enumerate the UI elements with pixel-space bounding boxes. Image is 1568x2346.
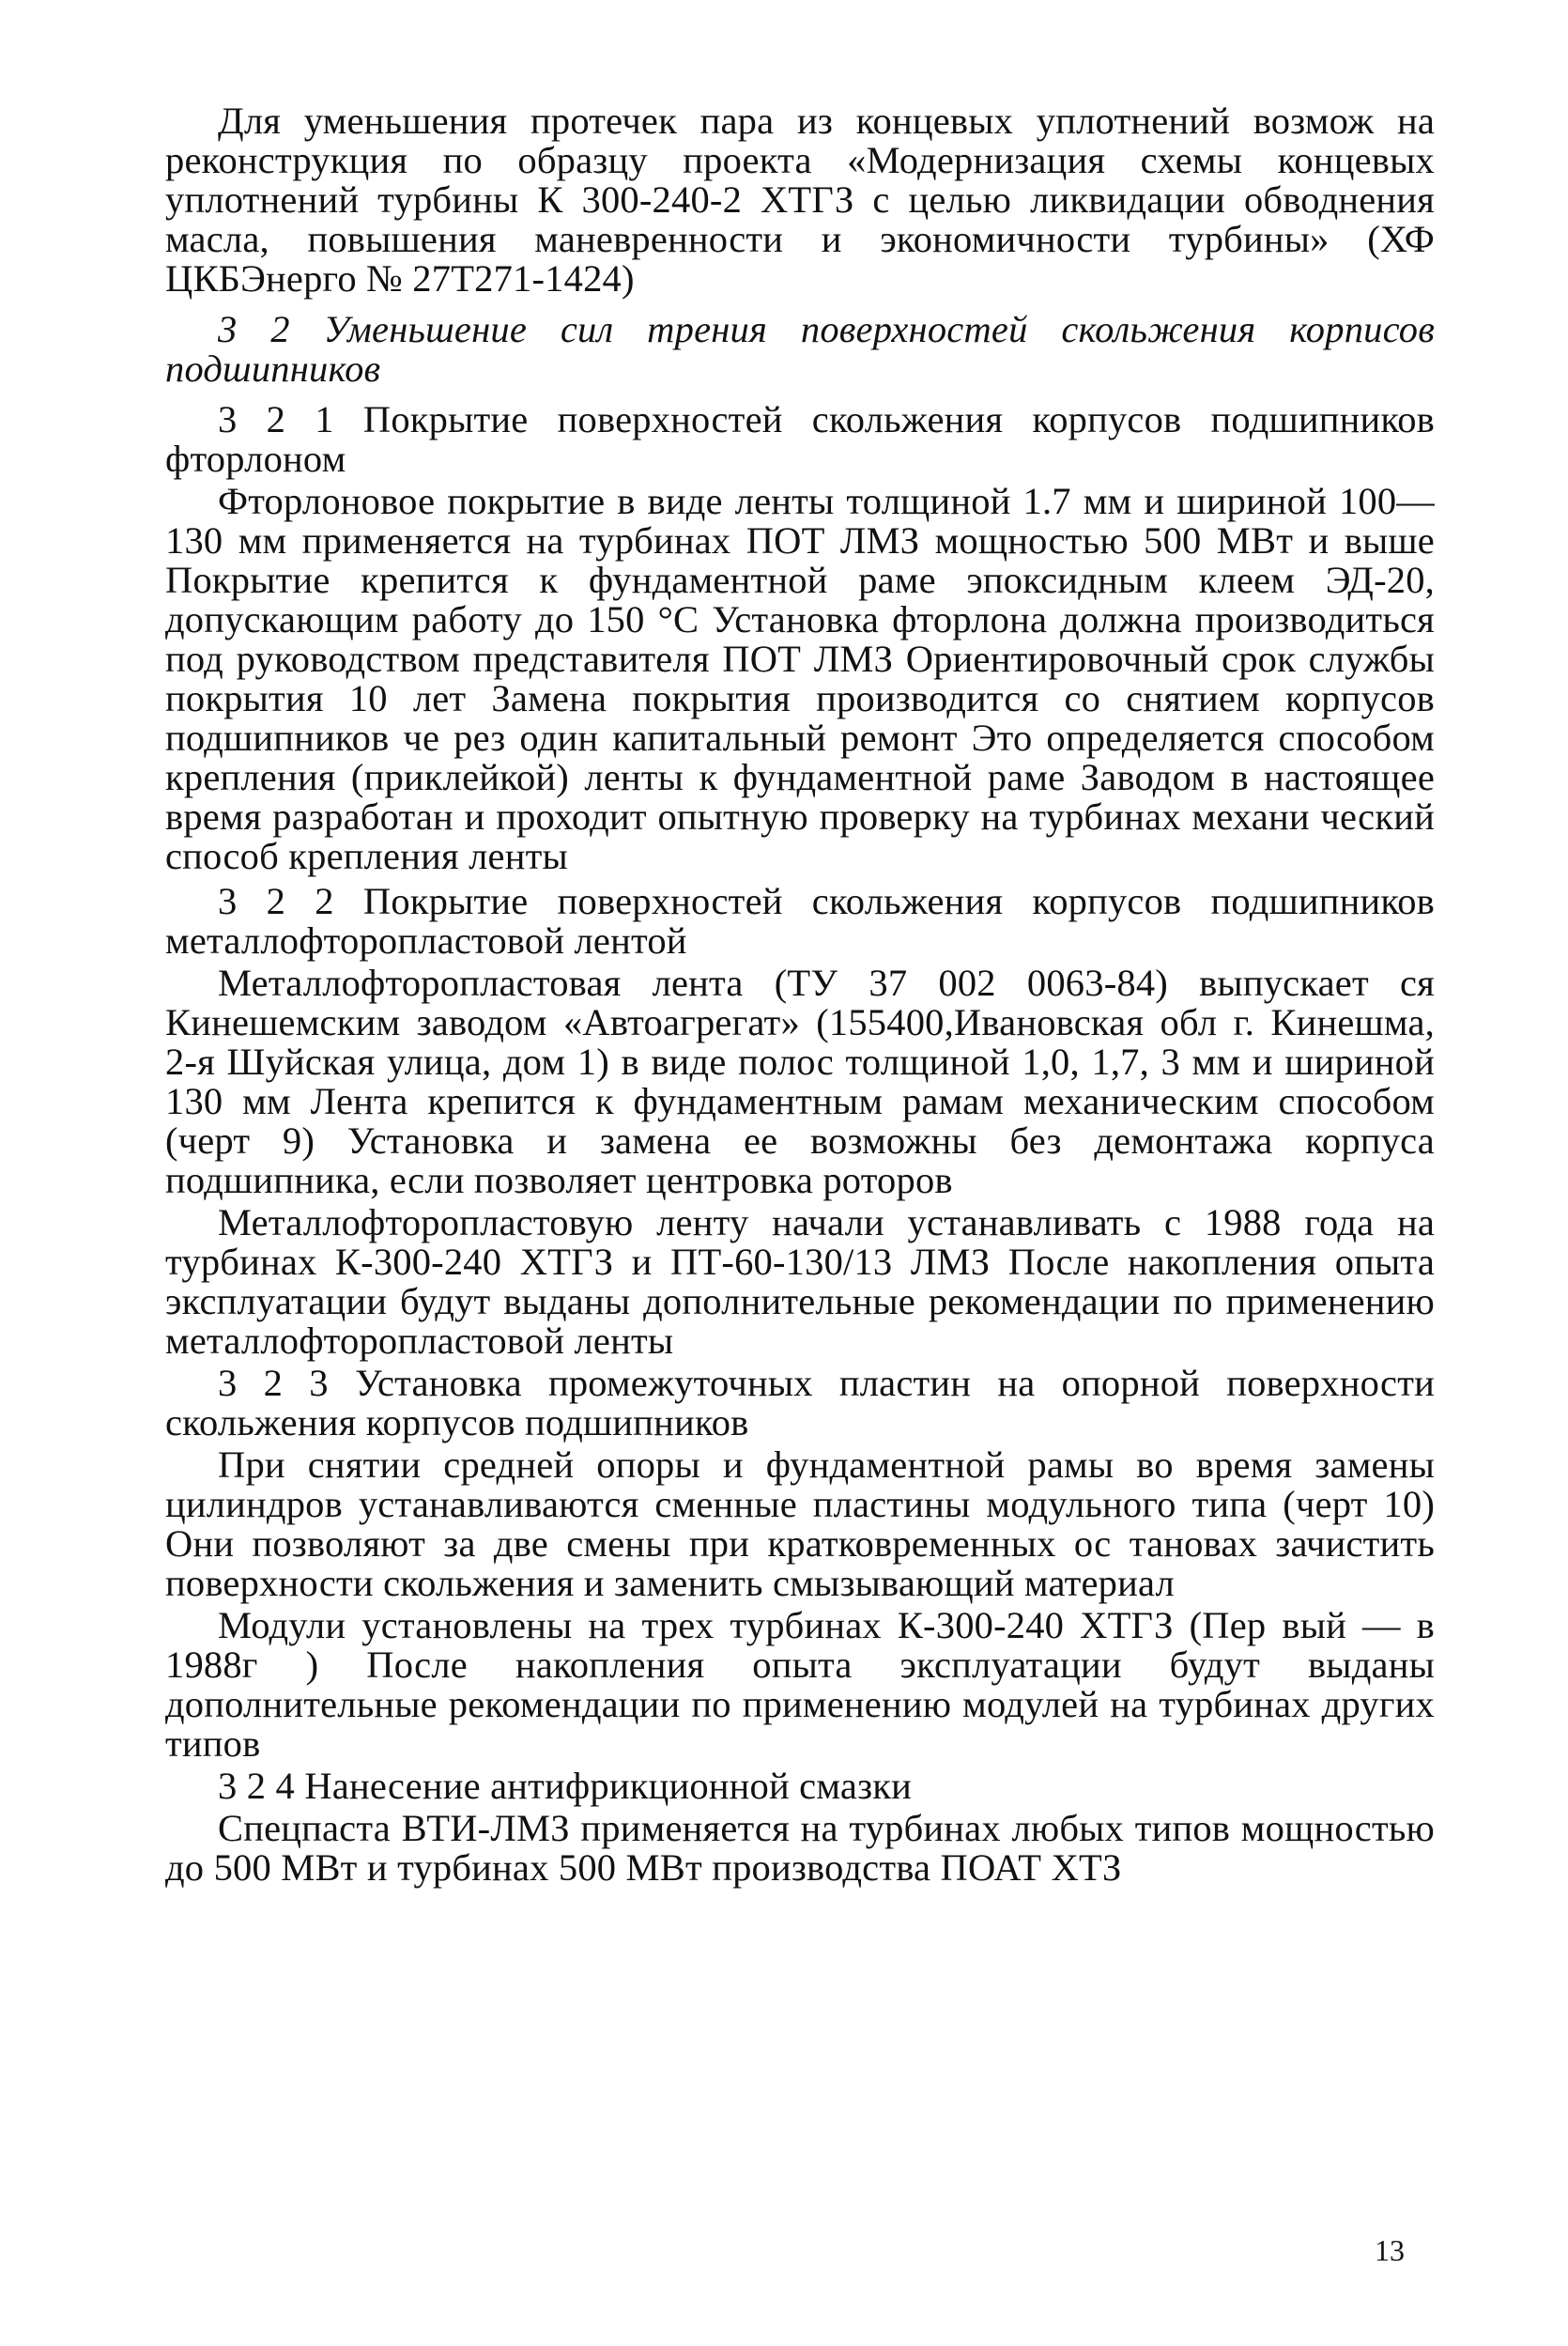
paragraph-metal-fluoroplastic-tape: Металлофторопластовая лента (ТУ 37 002 0063-84) выпускает ся Кинешемским заводом «Автоагрегат» (155400,Ивановская обл г. Кинешма, 2-я Шуйская улица, дом 1) в виде полос толщиной 1,0, 1,7, 3 мм и шириной 130 мм Лента крепится к фундаментным рамам механическим способом (черт 9) Установка и замена ее возможны без демонтажа корпуса подшипника, если позволяет центровка роторов [165, 962, 1435, 1201]
subsection-heading-3-2-4: 3 2 4 Нанесение антифрикционной смазки [218, 1765, 913, 1807]
subsection-heading-3-2-1: 3 2 1 Покрытие поверхностей скольжения корпусов подшипников фторлоном [165, 398, 1435, 480]
paragraph-tape-installation-1988: Металлофторопластовую ленту начали устанавливать с 1988 года на турбинах К-300-240 ХТГЗ и ПТ-60-130/13 ЛМЗ После накопления опыта эксплуатации будут выданы дополнительные рекомендации по применению металлофторопластовой ленты [165, 1201, 1435, 1362]
subsection-heading-3-2-3: 3 2 3 Установка промежуточных пластин на опорной поверхности скольжения корпусов подшипников [165, 1362, 1435, 1443]
subsection-heading-3-2-2: 3 2 2 Покрытие поверхностей скольжения корпусов подшипников металлофторопластовой лентой [165, 880, 1435, 962]
paragraph-ftorlon-coating: Фторлоновое покрытие в виде ленты толщиной 1.7 мм и шириной 100—130 мм применяется на турбинах ПОТ ЛМЗ мощностью 500 МВт и выше Покрытие крепится к фундаментной раме эпоксидным клеем ЭД-20, допускающим работу до 150 °С Установка фторлона должна производиться под руководством представителя ПОТ ЛМЗ Ориентировочный срок службы покрытия 10 лет Замена покрытия производится со снятием корпусов подшипников че рез один капитальный ремонт Это определяется способом крепления (приклейкой) ленты к фундаментной раме Заводом в настоящее время разработан и проходит опытную проверку на турбинах механи ческий способ крепления ленты [165, 480, 1435, 877]
paragraph-intermediate-plates: При снятии средней опоры и фундаментной рамы во время замены цилиндров устанавливаются сменные пластины модульного типа (черт 10) Они позволяют за две смены при кратковременных ос тановах зачистить поверхности скольжения и заменить смызывающий материал [165, 1443, 1435, 1604]
paragraph-steam-leak: Для уменьшения протечек пара из концевых уплотнений возмож на реконструкция по образцу проекта «Модернизация схемы концевых уплотнений турбины К 300-240-2 ХТГЗ с целью ликвидации обводнения масла, повышения маневренности и экономичности турбины» (ХФ ЦКБЭнерго № 27Т271-1424) [165, 100, 1435, 300]
paragraph-special-paste: Спецпаста ВТИ-ЛМЗ применяется на турбинах любых типов мощностью до 500 МВт и турбинах 500 МВт производства ПОАТ ХТЗ [165, 1807, 1435, 1889]
paragraph-modules-installed: Модули установлены на трех турбинах К-300-240 ХТГЗ (Пер вый — в 1988г ) После накопления опыта эксплуатации будут выданы дополнительные рекомендации по применению модулей на турбинах других типов [165, 1604, 1435, 1765]
section-heading-3-2: 3 2 Уменьшение сил трения поверхностей скольжения корписов подшипников [165, 308, 1435, 390]
page-number: 13 [1375, 2233, 1405, 2267]
body-text [165, 101, 1435, 1891]
